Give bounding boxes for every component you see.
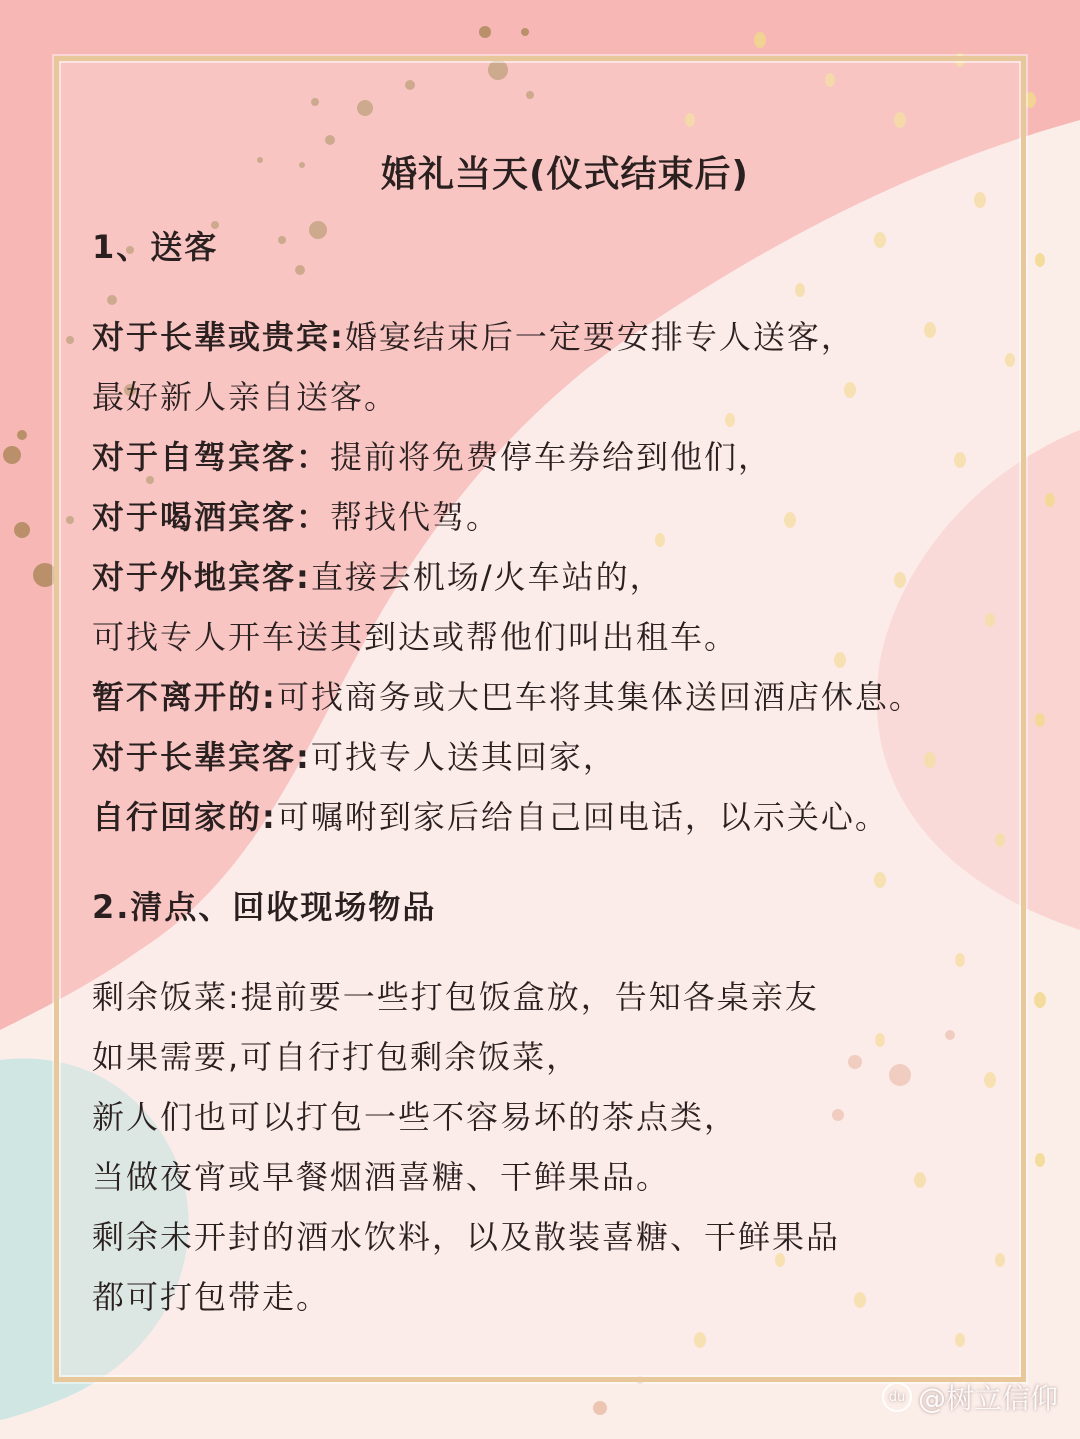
line-text: 婚宴结束后一定要安排专人送客， bbox=[344, 318, 855, 356]
section-2-line: 当做夜宵或早餐烟酒喜糖、干鲜果品。 bbox=[92, 1158, 671, 1196]
watermark bbox=[882, 1377, 1058, 1417]
line-text: 帮找代驾。 bbox=[330, 498, 501, 536]
line-text: 可找商务或大巴车将其集体送回酒店休息。 bbox=[276, 678, 923, 716]
paw-icon: du bbox=[882, 1382, 912, 1412]
line-label: 对于长辈或贵宾: bbox=[92, 318, 345, 356]
line-text: 可找专人送其回家， bbox=[310, 738, 617, 776]
section-2-heading: 2.清点、回收现场物品 bbox=[92, 888, 437, 926]
watermark-text: @树立信仰 bbox=[917, 1382, 1058, 1415]
section-1-line bbox=[92, 432, 772, 478]
section-1-line bbox=[92, 612, 738, 658]
section-2-line: 都可打包带走。 bbox=[92, 1278, 331, 1316]
line-label: 暂不离开的: bbox=[92, 678, 277, 716]
page-title: 婚礼当天(仪式结束后) bbox=[381, 154, 749, 195]
line-label: 对于长辈宾客: bbox=[92, 738, 311, 776]
line-label: 对于外地宾客: bbox=[92, 558, 311, 596]
section-1-line bbox=[92, 672, 923, 718]
line-text: 可找专人开车送其到达或帮他们叫出租车。 bbox=[92, 618, 739, 656]
line-label: 对于喝酒宾客： bbox=[92, 498, 331, 536]
section-1-line bbox=[92, 372, 398, 418]
section-1-line bbox=[92, 792, 889, 838]
section-2-line: 如果需要,可自行打包剩余饭菜， bbox=[92, 1038, 581, 1076]
section-1-line bbox=[92, 552, 664, 598]
section-1-line bbox=[92, 492, 500, 538]
section-1-heading: 1、送客 bbox=[92, 228, 219, 266]
section-1-line bbox=[92, 732, 617, 778]
line-text: 直接去机场/火车站的， bbox=[310, 558, 664, 596]
line-text: 提前将免费停车券给到他们， bbox=[330, 438, 773, 476]
section-2-line: 剩余饭菜:提前要一些打包饭盒放，告知各桌亲友 bbox=[92, 978, 819, 1016]
line-text: 可嘱咐到家后给自己回电话，以示关心。 bbox=[276, 798, 889, 836]
line-label: 自行回家的: bbox=[92, 798, 277, 836]
section-2-line: 剩余未开封的酒水饮料，以及散装喜糖、干鲜果品 bbox=[92, 1218, 841, 1256]
line-label: 对于自驾宾客： bbox=[92, 438, 331, 476]
line-text: 最好新人亲自送客。 bbox=[92, 378, 399, 416]
section-2-line: 新人们也可以打包一些不容易坏的茶点类， bbox=[92, 1098, 739, 1136]
section-1-line bbox=[92, 312, 855, 358]
